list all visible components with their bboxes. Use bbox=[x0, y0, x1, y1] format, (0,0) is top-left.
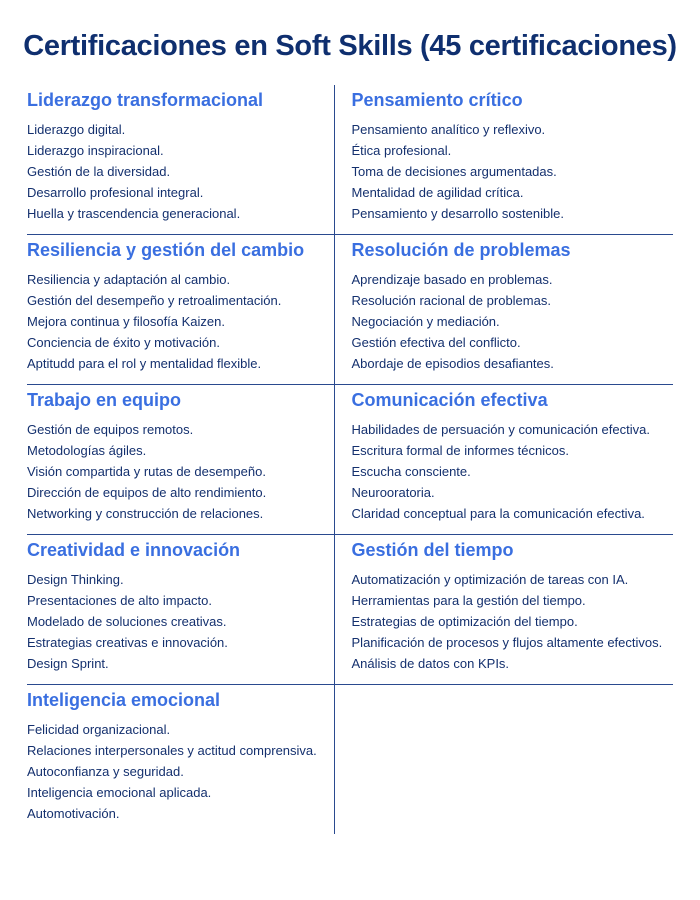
list-item: Planificación de procesos y flujos altamente efectivos. bbox=[351, 635, 663, 650]
grid-row bbox=[27, 535, 673, 685]
category-comunicacion bbox=[335, 385, 673, 534]
grid-row bbox=[27, 685, 673, 834]
category-creatividad bbox=[27, 535, 335, 684]
category-trabajo-equipo bbox=[27, 385, 335, 534]
list-item: Liderazgo inspiracional. bbox=[27, 143, 164, 158]
list-item: Automatización y optimización de tareas con IA. bbox=[351, 572, 629, 587]
list-item: Mejora continua y filosofía Kaizen. bbox=[27, 314, 225, 329]
certification-list bbox=[27, 569, 334, 674]
category-resolucion bbox=[335, 235, 673, 384]
category-title: Creatividad e innovación bbox=[27, 540, 241, 560]
certification-list bbox=[27, 419, 334, 524]
category-title: Pensamiento crítico bbox=[351, 90, 523, 110]
list-item: Felicidad organizacional. bbox=[27, 722, 171, 737]
list-item: Autoconfianza y seguridad. bbox=[27, 764, 184, 779]
list-item: Metodologías ágiles. bbox=[27, 443, 147, 458]
list-item: Aprendizaje basado en problemas. bbox=[351, 272, 553, 287]
list-item: Aptitudd para el rol y mentalidad flexible. bbox=[27, 356, 262, 371]
list-item: Gestión de equipos remotos. bbox=[27, 422, 194, 437]
list-item: Resiliencia y adaptación al cambio. bbox=[27, 272, 231, 287]
list-item: Relaciones interpersonales y actitud comprensiva. bbox=[27, 743, 317, 758]
list-item: Ética profesional. bbox=[351, 143, 452, 158]
list-item: Neurooratoria. bbox=[351, 485, 435, 500]
list-item: Visión compartida y rutas de desempeño. bbox=[27, 464, 266, 479]
certification-list bbox=[27, 269, 334, 374]
certifications-grid bbox=[27, 85, 673, 834]
list-item: Gestión del desempeño y retroalimentación. bbox=[27, 293, 282, 308]
category-title: Trabajo en equipo bbox=[27, 390, 182, 410]
list-item: Resolución racional de problemas. bbox=[351, 293, 551, 308]
certification-list bbox=[27, 119, 334, 224]
list-item: Gestión de la diversidad. bbox=[27, 164, 171, 179]
list-item: Toma de decisiones argumentadas. bbox=[351, 164, 557, 179]
category-inteligencia-emocional bbox=[27, 685, 335, 834]
list-item: Design Thinking. bbox=[27, 572, 124, 587]
category-title: Inteligencia emocional bbox=[27, 690, 221, 710]
list-item: Pensamiento analítico y reflexivo. bbox=[351, 122, 546, 137]
grid-row bbox=[27, 235, 673, 385]
category-title: Resiliencia y gestión del cambio bbox=[27, 240, 305, 260]
list-item: Habilidades de persuación y comunicación efectiva. bbox=[351, 422, 650, 437]
grid-row bbox=[27, 85, 673, 235]
list-item: Presentaciones de alto impacto. bbox=[27, 593, 212, 608]
list-item: Design Sprint. bbox=[27, 656, 109, 671]
list-item: Automotivación. bbox=[27, 806, 120, 821]
list-item: Modelado de soluciones creativas. bbox=[27, 614, 227, 629]
list-item: Liderazgo digital. bbox=[27, 122, 126, 137]
certification-list bbox=[27, 719, 334, 824]
list-item: Estrategias creativas e innovación. bbox=[27, 635, 228, 650]
list-item: Herramientas para la gestión del tiempo. bbox=[351, 593, 586, 608]
category-resiliencia bbox=[27, 235, 335, 384]
empty-cell bbox=[335, 685, 673, 834]
category-gestion-tiempo bbox=[335, 535, 673, 684]
list-item: Conciencia de éxito y motivación. bbox=[27, 335, 220, 350]
list-item: Pensamiento y desarrollo sostenible. bbox=[351, 206, 564, 221]
certification-list bbox=[352, 419, 673, 524]
category-title: Liderazgo transformacional bbox=[27, 90, 264, 110]
list-item: Inteligencia emocional aplicada. bbox=[27, 785, 212, 800]
list-item: Dirección de equipos de alto rendimiento. bbox=[27, 485, 267, 500]
category-title: Resolución de problemas bbox=[351, 240, 571, 260]
category-liderazgo bbox=[27, 85, 335, 234]
list-item: Escucha consciente. bbox=[351, 464, 471, 479]
page-title: Certificaciones en Soft Skills (45 certificaciones) bbox=[23, 30, 677, 62]
list-item: Huella y trascendencia generacional. bbox=[27, 206, 241, 221]
list-item: Mentalidad de agilidad crítica. bbox=[351, 185, 524, 200]
list-item: Claridad conceptual para la comunicación efectiva. bbox=[351, 506, 645, 521]
category-title: Gestión del tiempo bbox=[351, 540, 514, 560]
grid-row bbox=[27, 385, 673, 535]
list-item: Abordaje de episodios desafiantes. bbox=[351, 356, 554, 371]
list-item: Análisis de datos con KPIs. bbox=[351, 656, 510, 671]
certification-list bbox=[352, 119, 673, 224]
certification-list bbox=[352, 569, 673, 674]
list-item: Gestión efectiva del conflicto. bbox=[351, 335, 521, 350]
list-item: Escritura formal de informes técnicos. bbox=[351, 443, 569, 458]
list-item: Estrategias de optimización del tiempo. bbox=[351, 614, 578, 629]
certification-list bbox=[352, 269, 673, 374]
list-item: Desarrollo profesional integral. bbox=[27, 185, 204, 200]
category-title: Comunicación efectiva bbox=[351, 390, 548, 410]
list-item: Networking y construcción de relaciones. bbox=[27, 506, 264, 521]
category-pensamiento bbox=[335, 85, 673, 234]
list-item: Negociación y mediación. bbox=[351, 314, 500, 329]
